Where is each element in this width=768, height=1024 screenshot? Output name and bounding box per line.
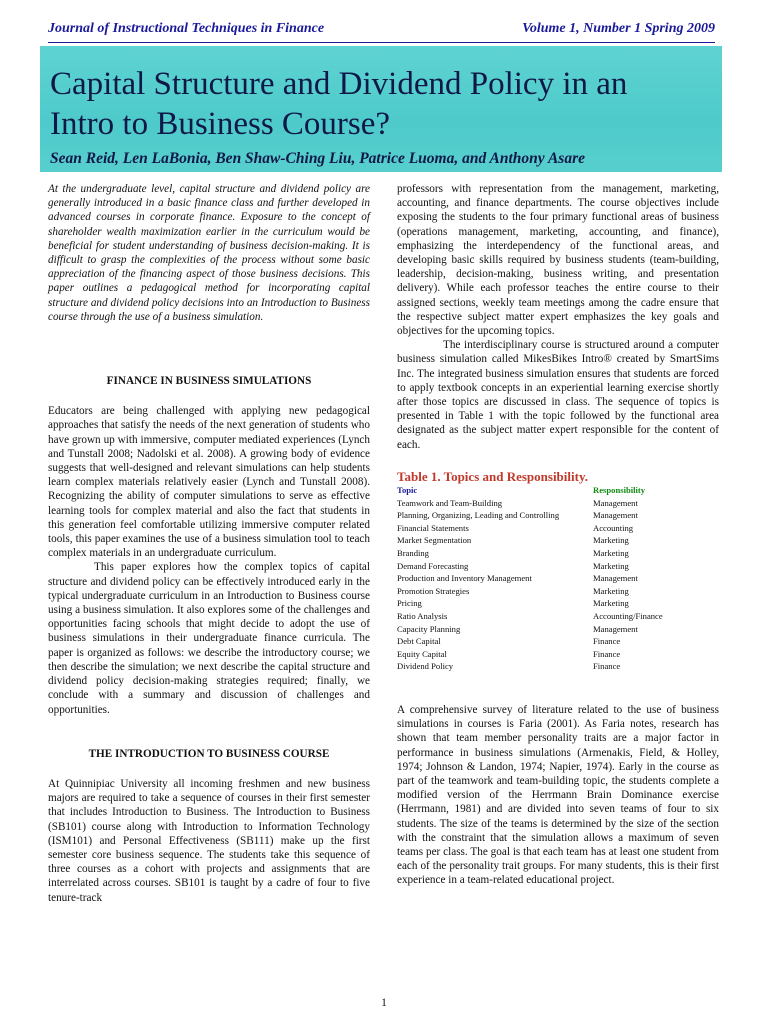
table-cell-responsibility: Management: [593, 497, 638, 508]
table-cell-topic: Capacity Planning: [397, 623, 461, 634]
running-header: [48, 20, 715, 43]
table-cell-topic: Branding: [397, 548, 429, 559]
paragraph: professors with representation from the management, marketing, accounting, and finance departments. The course objectives include exposing the students to the four primary functional areas of business (operations management, marketing, accounting, and finance), emphasizing the interdependency of the functional areas, and developing basic skills required by business students (team-building, leadership, decision-making, business writing, and presentation delivery). While each professor teaches the entire course to their assigned sections, weekly team meetings among the cadre ensure that the respective subject matter expert emphasizes the key goals and objectives for the upcoming topics.: [397, 183, 719, 338]
table-cell-topic: Debt Capital: [397, 636, 441, 647]
paper-title: [50, 64, 710, 144]
table-cell-responsibility: Management: [593, 573, 638, 584]
table-cell-responsibility: Finance: [593, 636, 621, 647]
table-cell-topic: Teamwork and Team-Building: [397, 497, 503, 508]
issue-info: Volume 1, Number 1 Spring 2009: [522, 21, 715, 36]
table-1: [397, 470, 719, 673]
title-line-1: Capital Structure and Dividend Policy in an: [50, 66, 628, 102]
table-cell-topic: Planning, Organizing, Leading and Controlling: [397, 510, 560, 521]
table-cell-responsibility: Marketing: [593, 535, 629, 546]
table-header-topic: Topic: [397, 485, 418, 496]
table-cell-responsibility: Marketing: [593, 585, 629, 596]
table-header-responsibility: Responsibility: [593, 485, 646, 496]
paragraph: Educators are being challenged with applying new pedagogical approaches that satisfy the needs of the next generation of students who have grown up with immersive, computer mediated experiences (Lynch and Tunstall 2008; Nadolski et al. 2008). A growing body of evidence suggests that well-designed and relevant simulations can help students learn complex materials relatively easier (Lynch and Tunstall 2008). Recognizing the ability of computer simulations to serve as effective learning tools for complex material and also the fact that students in this generation feel comfortable utilizing immersive computer related tools, this paper examines the use of a business simulation tool to teach complex materials in an undergraduate curriculum.: [48, 405, 370, 560]
table-cell-topic: Demand Forecasting: [397, 560, 469, 571]
table-cell-responsibility: Marketing: [593, 598, 629, 609]
table-cell-responsibility: Marketing: [593, 548, 629, 559]
table-cell-responsibility: Accounting: [593, 522, 634, 533]
section-heading-intro-course: THE INTRODUCTION TO BUSINESS COURSE: [88, 747, 330, 760]
journal-name: Journal of Instructional Techniques in Finance: [48, 21, 325, 36]
paragraph: The interdisciplinary course is structured around a computer business simulation called MikesBikes Intro® created by SmartSims Inc. The integrated business simulation ensures that students are forced to apply textbook concepts in an experiential learning exercise shortly after those topics are discussed in class. The sequence of topics is presented in Table 1 with the topic followed by the functional area designated as the subject matter expert responsible for the content of each.: [397, 339, 719, 451]
table-cell-responsibility: Management: [593, 510, 638, 521]
table-cell-responsibility: Marketing: [593, 560, 629, 571]
table-cell-responsibility: Finance: [593, 661, 621, 672]
table-cell-topic: Ratio Analysis: [397, 611, 448, 621]
left-column: [48, 182, 370, 905]
table-cell-topic: Promotion Strategies: [397, 585, 470, 596]
table-caption: Table 1. Topics and Responsibility.: [397, 468, 588, 484]
table-cell-topic: Financial Statements: [397, 522, 469, 533]
table-cell-topic: Pricing: [397, 598, 422, 609]
table-cell-topic: Dividend Policy: [397, 661, 454, 672]
paragraph: This paper explores how the complex topics of capital structure and dividend policy can be effectively introduced early in the typical undergraduate curriculum in an Introduction to Business course using a business simulation. It also explores some of the challenges and opportunities facing schools that might decide to adopt the use of business simulations in their undergraduate finance curricula. The paper is organized as follows: we describe the introductory course; we then describe the simulation; we next describe the capital structure and dividend policy decision-making strategies required; finally, we conclude with a summary and discussion of challenges and opportunities.: [48, 561, 370, 716]
author-list: Sean Reid, Len LaBonia, Ben Shaw-Ching Liu, Patrice Luoma, and Anthony Asare: [50, 150, 585, 167]
title-line-2: Intro to Business Course?: [50, 106, 391, 142]
paragraph: A comprehensive survey of literature related to the use of business simulations in courses is Faria (2001). As Faria notes, research has shown that team member personality traits are a major factor in performance in business simulations (Armenakis, Field, & Holley, 1974; Johnson & Landon, 1974; Napier, 1974). Early in the course as part of the teamwork and team-building topic, the students complete a modified version of the Herrmann Brain Dominance exercise (Herrmann, 1981) and are divided into seven teams of four to six students. The size of the teams is determined by the size of the section with the constraint that the simulation allows a maximum of seven teams per class. The goal is that each team has at least one student from each of the personality trait groups. For many students, this is their first experience in a team-related educational project.: [397, 703, 719, 887]
paragraph: At Quinnipiac University all incoming freshmen and new business majors are required to take a sequence of courses in their first semester that includes Introduction to Business. The Introduction to Business (SB101) course along with Introduction to Information Technology (ISM101) and Personal Effectiveness (SB111) make up the first semester core business sequence. The students take this sequence of three courses as a cohort with projects and assignments that are interrelated across courses. SB101 is taught by a cadre of four to five tenure-track: [48, 777, 370, 904]
table-cell-responsibility: Finance: [593, 648, 621, 659]
table-cell-responsibility: Management: [593, 623, 638, 634]
table-cell-topic: Production and Inventory Management: [397, 573, 532, 584]
topics-table: [397, 484, 719, 673]
abstract: At the undergraduate level, capital structure and dividend policy are generally introduced in a basic finance class and further developed in advanced courses in corporate finance. Exposure to the concept of shareholder wealth maximization earlier in the curriculum would be beneficial for student understanding of business decision-making. It is difficult to grasp the complexities of the process without some basic appreciation of the financing aspect of those business decisions. This paper outlines a pedagogical method for incorporating capital structure and dividend policy decisions into an Introduction to Business course through the use of a business simulation.: [48, 183, 370, 323]
title-banner: [40, 46, 722, 172]
right-column: [397, 182, 719, 888]
page-number: 1: [381, 997, 387, 1009]
table-cell-topic: Market Segmentation: [397, 535, 472, 546]
table-cell-responsibility: Accounting/Finance: [593, 611, 663, 621]
section-heading-finance-simulations: FINANCE IN BUSINESS SIMULATIONS: [106, 375, 312, 388]
table-cell-topic: Equity Capital: [397, 648, 447, 659]
